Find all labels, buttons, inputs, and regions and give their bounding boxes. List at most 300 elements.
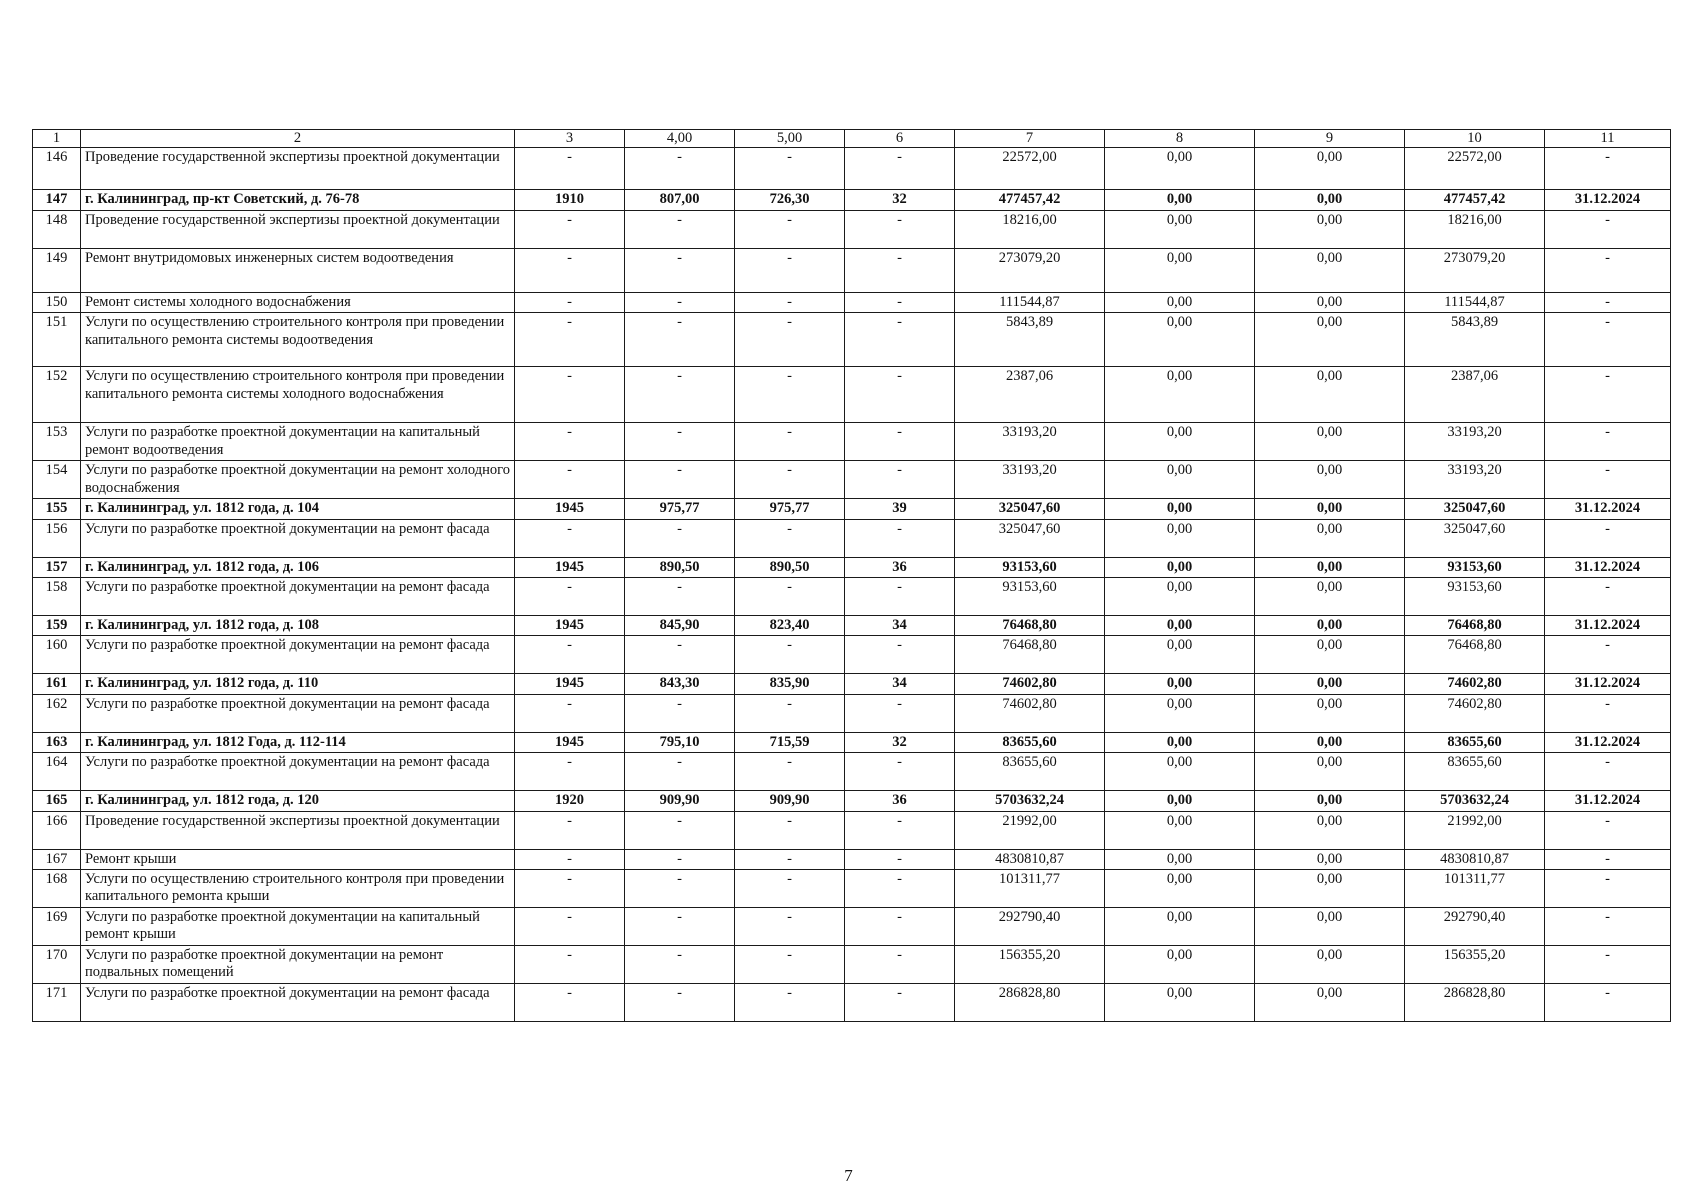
row-number-cell: 165 bbox=[33, 791, 81, 811]
residents-cell: 39 bbox=[845, 499, 955, 519]
cost-total-cell: 76468,80 bbox=[955, 615, 1105, 635]
cost-budget-cell: 0,00 bbox=[1255, 811, 1405, 849]
area-total-cell: - bbox=[625, 577, 735, 615]
row-number-cell: 154 bbox=[33, 461, 81, 499]
year-cell: - bbox=[515, 519, 625, 557]
cost-fund-cell: 0,00 bbox=[1105, 519, 1255, 557]
row-number-cell: 167 bbox=[33, 849, 81, 869]
area-living-cell: 835,90 bbox=[735, 674, 845, 694]
area-living-cell: - bbox=[735, 907, 845, 945]
object-name-cell: г. Калининград, ул. 1812 года, д. 104 bbox=[81, 499, 515, 519]
row-number-cell: 146 bbox=[33, 148, 81, 190]
area-living-cell: 890,50 bbox=[735, 557, 845, 577]
object-name-cell: Услуги по осуществлению строительного контроля при проведении капитального ремонта системы водоотведения bbox=[81, 313, 515, 367]
year-cell: 1945 bbox=[515, 732, 625, 752]
cost-total-cell: 5703632,24 bbox=[955, 791, 1105, 811]
work-row bbox=[33, 148, 1671, 190]
cost-budget-cell: 0,00 bbox=[1255, 190, 1405, 210]
deadline-cell: - bbox=[1545, 519, 1671, 557]
residents-cell: 32 bbox=[845, 732, 955, 752]
cost-total-cell: 4830810,87 bbox=[955, 849, 1105, 869]
object-name-cell: Услуги по разработке проектной документации на ремонт фасада bbox=[81, 519, 515, 557]
cost-total-cell: 156355,20 bbox=[955, 945, 1105, 983]
deadline-cell: - bbox=[1545, 907, 1671, 945]
area-living-cell: - bbox=[735, 577, 845, 615]
address-row bbox=[33, 615, 1671, 635]
deadline-cell: - bbox=[1545, 367, 1671, 423]
object-name-cell: Проведение государственной экспертизы проектной документации bbox=[81, 210, 515, 248]
cost-total-cell: 2387,06 bbox=[955, 367, 1105, 423]
cost-fund-cell: 0,00 bbox=[1105, 577, 1255, 615]
cost-total-cell: 21992,00 bbox=[955, 811, 1105, 849]
area-living-cell: 823,40 bbox=[735, 615, 845, 635]
cost-total-cell: 33193,20 bbox=[955, 461, 1105, 499]
residents-cell: - bbox=[845, 367, 955, 423]
deadline-cell: - bbox=[1545, 945, 1671, 983]
area-living-cell: - bbox=[735, 423, 845, 461]
area-living-cell: - bbox=[735, 210, 845, 248]
area-living-cell: - bbox=[735, 945, 845, 983]
cost-fund-cell: 0,00 bbox=[1105, 148, 1255, 190]
area-living-cell: 715,59 bbox=[735, 732, 845, 752]
cost-owners-cell: 76468,80 bbox=[1405, 615, 1545, 635]
area-living-cell: - bbox=[735, 849, 845, 869]
year-cell: - bbox=[515, 753, 625, 791]
object-name-cell: Услуги по разработке проектной документации на ремонт фасада bbox=[81, 753, 515, 791]
area-total-cell: - bbox=[625, 849, 735, 869]
cost-owners-cell: 93153,60 bbox=[1405, 577, 1545, 615]
header-cell: 9 bbox=[1255, 130, 1405, 148]
area-total-cell: - bbox=[625, 148, 735, 190]
area-total-cell: 845,90 bbox=[625, 615, 735, 635]
row-number-cell: 149 bbox=[33, 248, 81, 292]
area-living-cell: - bbox=[735, 694, 845, 732]
cost-fund-cell: 0,00 bbox=[1105, 499, 1255, 519]
row-number-cell: 160 bbox=[33, 636, 81, 674]
cost-budget-cell: 0,00 bbox=[1255, 907, 1405, 945]
header-cell: 6 bbox=[845, 130, 955, 148]
year-cell: - bbox=[515, 577, 625, 615]
year-cell: - bbox=[515, 292, 625, 312]
area-total-cell: - bbox=[625, 248, 735, 292]
row-number-cell: 171 bbox=[33, 983, 81, 1021]
object-name-cell: Услуги по разработке проектной документации на ремонт фасада bbox=[81, 983, 515, 1021]
year-cell: - bbox=[515, 945, 625, 983]
residents-cell: - bbox=[845, 519, 955, 557]
cost-total-cell: 286828,80 bbox=[955, 983, 1105, 1021]
cost-budget-cell: 0,00 bbox=[1255, 753, 1405, 791]
work-row bbox=[33, 248, 1671, 292]
cost-owners-cell: 477457,42 bbox=[1405, 190, 1545, 210]
area-living-cell: - bbox=[735, 313, 845, 367]
cost-budget-cell: 0,00 bbox=[1255, 694, 1405, 732]
cost-total-cell: 83655,60 bbox=[955, 732, 1105, 752]
cost-owners-cell: 18216,00 bbox=[1405, 210, 1545, 248]
cost-fund-cell: 0,00 bbox=[1105, 423, 1255, 461]
residents-cell: - bbox=[845, 313, 955, 367]
cost-owners-cell: 33193,20 bbox=[1405, 423, 1545, 461]
area-total-cell: - bbox=[625, 210, 735, 248]
deadline-cell: 31.12.2024 bbox=[1545, 615, 1671, 635]
area-living-cell: - bbox=[735, 983, 845, 1021]
cost-fund-cell: 0,00 bbox=[1105, 557, 1255, 577]
row-number-cell: 161 bbox=[33, 674, 81, 694]
area-total-cell: - bbox=[625, 945, 735, 983]
area-living-cell: - bbox=[735, 367, 845, 423]
area-living-cell: - bbox=[735, 869, 845, 907]
work-row bbox=[33, 423, 1671, 461]
cost-budget-cell: 0,00 bbox=[1255, 313, 1405, 367]
cost-owners-cell: 22572,00 bbox=[1405, 148, 1545, 190]
residents-cell: - bbox=[845, 694, 955, 732]
area-living-cell: - bbox=[735, 753, 845, 791]
deadline-cell: - bbox=[1545, 983, 1671, 1021]
area-total-cell: - bbox=[625, 907, 735, 945]
cost-owners-cell: 273079,20 bbox=[1405, 248, 1545, 292]
area-total-cell: 843,30 bbox=[625, 674, 735, 694]
cost-budget-cell: 0,00 bbox=[1255, 636, 1405, 674]
row-number-cell: 168 bbox=[33, 869, 81, 907]
cost-budget-cell: 0,00 bbox=[1255, 557, 1405, 577]
cost-total-cell: 83655,60 bbox=[955, 753, 1105, 791]
cost-budget-cell: 0,00 bbox=[1255, 869, 1405, 907]
header-cell: 8 bbox=[1105, 130, 1255, 148]
cost-total-cell: 101311,77 bbox=[955, 869, 1105, 907]
cost-fund-cell: 0,00 bbox=[1105, 869, 1255, 907]
cost-total-cell: 325047,60 bbox=[955, 499, 1105, 519]
residents-cell: - bbox=[845, 753, 955, 791]
cost-fund-cell: 0,00 bbox=[1105, 791, 1255, 811]
deadline-cell: - bbox=[1545, 292, 1671, 312]
residents-cell: - bbox=[845, 577, 955, 615]
cost-budget-cell: 0,00 bbox=[1255, 791, 1405, 811]
area-total-cell: - bbox=[625, 461, 735, 499]
header-cell: 7 bbox=[955, 130, 1105, 148]
deadline-cell: 31.12.2024 bbox=[1545, 674, 1671, 694]
residents-cell: - bbox=[845, 636, 955, 674]
deadline-cell: - bbox=[1545, 210, 1671, 248]
area-living-cell: - bbox=[735, 519, 845, 557]
year-cell: 1945 bbox=[515, 615, 625, 635]
deadline-cell: - bbox=[1545, 811, 1671, 849]
year-cell: - bbox=[515, 636, 625, 674]
cost-owners-cell: 292790,40 bbox=[1405, 907, 1545, 945]
object-name-cell: Услуги по разработке проектной документации на ремонт фасада bbox=[81, 577, 515, 615]
row-number-cell: 163 bbox=[33, 732, 81, 752]
cost-budget-cell: 0,00 bbox=[1255, 148, 1405, 190]
header-cell: 10 bbox=[1405, 130, 1545, 148]
area-total-cell: - bbox=[625, 753, 735, 791]
area-total-cell: - bbox=[625, 292, 735, 312]
cost-total-cell: 93153,60 bbox=[955, 557, 1105, 577]
cost-owners-cell: 325047,60 bbox=[1405, 499, 1545, 519]
work-row bbox=[33, 983, 1671, 1021]
cost-fund-cell: 0,00 bbox=[1105, 694, 1255, 732]
year-cell: 1945 bbox=[515, 499, 625, 519]
cost-fund-cell: 0,00 bbox=[1105, 615, 1255, 635]
cost-budget-cell: 0,00 bbox=[1255, 732, 1405, 752]
row-number-cell: 150 bbox=[33, 292, 81, 312]
address-row bbox=[33, 499, 1671, 519]
cost-fund-cell: 0,00 bbox=[1105, 732, 1255, 752]
work-row bbox=[33, 292, 1671, 312]
row-number-cell: 166 bbox=[33, 811, 81, 849]
work-row bbox=[33, 367, 1671, 423]
deadline-cell: - bbox=[1545, 694, 1671, 732]
year-cell: - bbox=[515, 423, 625, 461]
cost-fund-cell: 0,00 bbox=[1105, 636, 1255, 674]
header-row bbox=[33, 130, 1671, 148]
deadline-cell: - bbox=[1545, 849, 1671, 869]
deadline-cell: - bbox=[1545, 461, 1671, 499]
object-name-cell: Ремонт внутридомовых инженерных систем водоотведения bbox=[81, 248, 515, 292]
row-number-cell: 157 bbox=[33, 557, 81, 577]
work-row bbox=[33, 210, 1671, 248]
year-cell: 1945 bbox=[515, 557, 625, 577]
cost-fund-cell: 0,00 bbox=[1105, 313, 1255, 367]
cost-fund-cell: 0,00 bbox=[1105, 849, 1255, 869]
cost-budget-cell: 0,00 bbox=[1255, 849, 1405, 869]
cost-owners-cell: 83655,60 bbox=[1405, 732, 1545, 752]
cost-fund-cell: 0,00 bbox=[1105, 210, 1255, 248]
residents-cell: - bbox=[845, 210, 955, 248]
deadline-cell: - bbox=[1545, 577, 1671, 615]
row-number-cell: 152 bbox=[33, 367, 81, 423]
row-number-cell: 155 bbox=[33, 499, 81, 519]
cost-fund-cell: 0,00 bbox=[1105, 292, 1255, 312]
year-cell: - bbox=[515, 313, 625, 367]
work-row bbox=[33, 313, 1671, 367]
row-number-cell: 162 bbox=[33, 694, 81, 732]
cost-budget-cell: 0,00 bbox=[1255, 945, 1405, 983]
area-living-cell: - bbox=[735, 461, 845, 499]
object-name-cell: Проведение государственной экспертизы проектной документации bbox=[81, 811, 515, 849]
row-number-cell: 158 bbox=[33, 577, 81, 615]
area-total-cell: - bbox=[625, 367, 735, 423]
cost-budget-cell: 0,00 bbox=[1255, 248, 1405, 292]
object-name-cell: Услуги по осуществлению строительного контроля при проведении капитального ремонта системы холодного водоснабжения bbox=[81, 367, 515, 423]
row-number-cell: 170 bbox=[33, 945, 81, 983]
cost-fund-cell: 0,00 bbox=[1105, 907, 1255, 945]
address-row bbox=[33, 674, 1671, 694]
residents-cell: - bbox=[845, 292, 955, 312]
deadline-cell: 31.12.2024 bbox=[1545, 732, 1671, 752]
deadline-cell: 31.12.2024 bbox=[1545, 557, 1671, 577]
area-total-cell: 890,50 bbox=[625, 557, 735, 577]
cost-owners-cell: 74602,80 bbox=[1405, 674, 1545, 694]
area-total-cell: - bbox=[625, 983, 735, 1021]
cost-total-cell: 325047,60 bbox=[955, 519, 1105, 557]
residents-cell: 36 bbox=[845, 557, 955, 577]
area-total-cell: - bbox=[625, 694, 735, 732]
cost-fund-cell: 0,00 bbox=[1105, 248, 1255, 292]
work-row bbox=[33, 907, 1671, 945]
cost-fund-cell: 0,00 bbox=[1105, 461, 1255, 499]
deadline-cell: 31.12.2024 bbox=[1545, 791, 1671, 811]
year-cell: - bbox=[515, 907, 625, 945]
cost-owners-cell: 76468,80 bbox=[1405, 636, 1545, 674]
area-total-cell: - bbox=[625, 423, 735, 461]
row-number-cell: 156 bbox=[33, 519, 81, 557]
residents-cell: 34 bbox=[845, 674, 955, 694]
object-name-cell: г. Калининград, ул. 1812 Года, д. 112-114 bbox=[81, 732, 515, 752]
object-name-cell: Проведение государственной экспертизы проектной документации bbox=[81, 148, 515, 190]
object-name-cell: Услуги по разработке проектной документации на капитальный ремонт крыши bbox=[81, 907, 515, 945]
area-living-cell: - bbox=[735, 148, 845, 190]
address-row bbox=[33, 557, 1671, 577]
work-row bbox=[33, 577, 1671, 615]
cost-total-cell: 273079,20 bbox=[955, 248, 1105, 292]
work-row bbox=[33, 519, 1671, 557]
cost-fund-cell: 0,00 bbox=[1105, 190, 1255, 210]
object-name-cell: Услуги по разработке проектной документации на ремонт холодного водоснабжения bbox=[81, 461, 515, 499]
year-cell: - bbox=[515, 849, 625, 869]
cost-owners-cell: 111544,87 bbox=[1405, 292, 1545, 312]
cost-fund-cell: 0,00 bbox=[1105, 983, 1255, 1021]
deadline-cell: 31.12.2024 bbox=[1545, 190, 1671, 210]
object-name-cell: г. Калининград, ул. 1812 года, д. 120 bbox=[81, 791, 515, 811]
year-cell: - bbox=[515, 983, 625, 1021]
address-row bbox=[33, 732, 1671, 752]
year-cell: - bbox=[515, 367, 625, 423]
cost-owners-cell: 101311,77 bbox=[1405, 869, 1545, 907]
residents-cell: - bbox=[845, 869, 955, 907]
cost-budget-cell: 0,00 bbox=[1255, 615, 1405, 635]
deadline-cell: - bbox=[1545, 313, 1671, 367]
year-cell: - bbox=[515, 461, 625, 499]
cost-budget-cell: 0,00 bbox=[1255, 423, 1405, 461]
header-cell: 5,00 bbox=[735, 130, 845, 148]
cost-owners-cell: 2387,06 bbox=[1405, 367, 1545, 423]
deadline-cell: 31.12.2024 bbox=[1545, 499, 1671, 519]
cost-fund-cell: 0,00 bbox=[1105, 753, 1255, 791]
cost-total-cell: 76468,80 bbox=[955, 636, 1105, 674]
cost-total-cell: 74602,80 bbox=[955, 674, 1105, 694]
row-number-cell: 148 bbox=[33, 210, 81, 248]
deadline-cell: - bbox=[1545, 636, 1671, 674]
year-cell: - bbox=[515, 694, 625, 732]
object-name-cell: г. Калининград, ул. 1812 года, д. 108 bbox=[81, 615, 515, 635]
year-cell: - bbox=[515, 248, 625, 292]
cost-owners-cell: 4830810,87 bbox=[1405, 849, 1545, 869]
residents-cell: - bbox=[845, 983, 955, 1021]
row-number-cell: 169 bbox=[33, 907, 81, 945]
object-name-cell: Услуги по осуществлению строительного контроля при проведении капитального ремонта крыши bbox=[81, 869, 515, 907]
residents-cell: - bbox=[845, 148, 955, 190]
header-cell: 1 bbox=[33, 130, 81, 148]
object-name-cell: Услуги по разработке проектной документации на ремонт фасада bbox=[81, 694, 515, 732]
deadline-cell: - bbox=[1545, 869, 1671, 907]
work-row bbox=[33, 945, 1671, 983]
cost-owners-cell: 74602,80 bbox=[1405, 694, 1545, 732]
year-cell: - bbox=[515, 148, 625, 190]
cost-total-cell: 74602,80 bbox=[955, 694, 1105, 732]
area-total-cell: - bbox=[625, 313, 735, 367]
header-cell: 2 bbox=[81, 130, 515, 148]
cost-fund-cell: 0,00 bbox=[1105, 674, 1255, 694]
cost-owners-cell: 5843,89 bbox=[1405, 313, 1545, 367]
object-name-cell: Услуги по разработке проектной документации на ремонт фасада bbox=[81, 636, 515, 674]
year-cell: 1910 bbox=[515, 190, 625, 210]
cost-owners-cell: 5703632,24 bbox=[1405, 791, 1545, 811]
cost-owners-cell: 33193,20 bbox=[1405, 461, 1545, 499]
address-row bbox=[33, 190, 1671, 210]
cost-owners-cell: 325047,60 bbox=[1405, 519, 1545, 557]
area-total-cell: - bbox=[625, 519, 735, 557]
residents-cell: - bbox=[845, 423, 955, 461]
work-row bbox=[33, 694, 1671, 732]
residents-cell: - bbox=[845, 945, 955, 983]
object-name-cell: г. Калининград, ул. 1812 года, д. 106 bbox=[81, 557, 515, 577]
cost-budget-cell: 0,00 bbox=[1255, 499, 1405, 519]
area-living-cell: 975,77 bbox=[735, 499, 845, 519]
residents-cell: - bbox=[845, 907, 955, 945]
year-cell: 1945 bbox=[515, 674, 625, 694]
work-row bbox=[33, 461, 1671, 499]
cost-owners-cell: 156355,20 bbox=[1405, 945, 1545, 983]
cost-budget-cell: 0,00 bbox=[1255, 210, 1405, 248]
header-cell: 11 bbox=[1545, 130, 1671, 148]
cost-owners-cell: 83655,60 bbox=[1405, 753, 1545, 791]
header-cell: 3 bbox=[515, 130, 625, 148]
page-number: 7 bbox=[844, 1166, 853, 1185]
area-total-cell: 975,77 bbox=[625, 499, 735, 519]
cost-total-cell: 5843,89 bbox=[955, 313, 1105, 367]
row-number-cell: 159 bbox=[33, 615, 81, 635]
cost-owners-cell: 93153,60 bbox=[1405, 557, 1545, 577]
deadline-cell: - bbox=[1545, 248, 1671, 292]
area-living-cell: - bbox=[735, 636, 845, 674]
cost-budget-cell: 0,00 bbox=[1255, 674, 1405, 694]
cost-total-cell: 93153,60 bbox=[955, 577, 1105, 615]
object-name-cell: Услуги по разработке проектной документации на ремонт подвальных помещений bbox=[81, 945, 515, 983]
work-row bbox=[33, 849, 1671, 869]
cost-budget-cell: 0,00 bbox=[1255, 292, 1405, 312]
deadline-cell: - bbox=[1545, 148, 1671, 190]
area-total-cell: 807,00 bbox=[625, 190, 735, 210]
area-total-cell: - bbox=[625, 636, 735, 674]
row-number-cell: 153 bbox=[33, 423, 81, 461]
area-total-cell: - bbox=[625, 869, 735, 907]
object-name-cell: г. Калининград, ул. 1812 года, д. 110 bbox=[81, 674, 515, 694]
cost-total-cell: 18216,00 bbox=[955, 210, 1105, 248]
cost-fund-cell: 0,00 bbox=[1105, 811, 1255, 849]
cost-budget-cell: 0,00 bbox=[1255, 461, 1405, 499]
residents-cell: 32 bbox=[845, 190, 955, 210]
cost-total-cell: 22572,00 bbox=[955, 148, 1105, 190]
residents-cell: - bbox=[845, 849, 955, 869]
cost-total-cell: 33193,20 bbox=[955, 423, 1105, 461]
area-living-cell: - bbox=[735, 292, 845, 312]
cost-total-cell: 292790,40 bbox=[955, 907, 1105, 945]
area-total-cell: 795,10 bbox=[625, 732, 735, 752]
year-cell: - bbox=[515, 811, 625, 849]
object-name-cell: г. Калининград, пр-кт Советский, д. 76-78 bbox=[81, 190, 515, 210]
year-cell: 1920 bbox=[515, 791, 625, 811]
deadline-cell: - bbox=[1545, 423, 1671, 461]
residents-cell: - bbox=[845, 811, 955, 849]
deadline-cell: - bbox=[1545, 753, 1671, 791]
residents-cell: - bbox=[845, 461, 955, 499]
address-row bbox=[33, 791, 1671, 811]
object-name-cell: Услуги по разработке проектной документации на капитальный ремонт водоотведения bbox=[81, 423, 515, 461]
residents-cell: 34 bbox=[845, 615, 955, 635]
cost-budget-cell: 0,00 bbox=[1255, 577, 1405, 615]
residents-cell: - bbox=[845, 248, 955, 292]
row-number-cell: 151 bbox=[33, 313, 81, 367]
area-living-cell: - bbox=[735, 811, 845, 849]
area-total-cell: 909,90 bbox=[625, 791, 735, 811]
